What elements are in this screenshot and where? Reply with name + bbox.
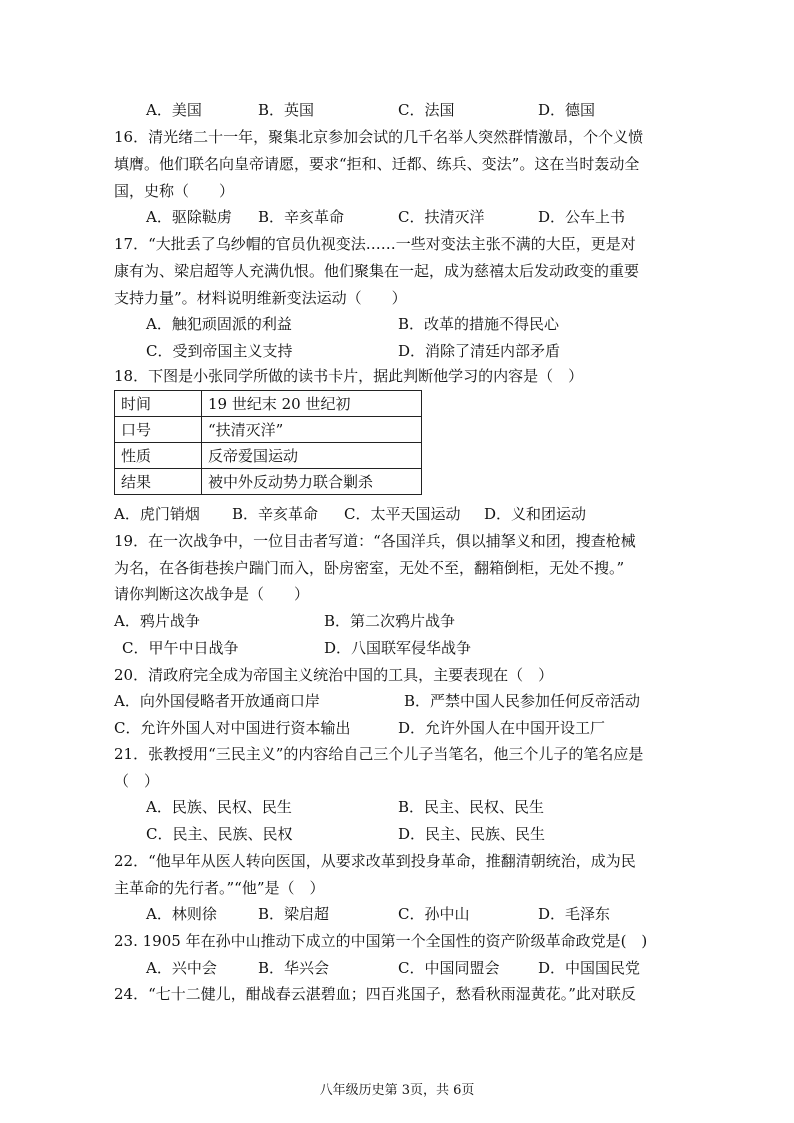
q20-option-a: A．向外国侵略者开放通商口岸 <box>114 692 320 710</box>
q23-stem: 23. 1905 年在孙中山推动下成立的中国第一个全国性的资产阶级革命政党是( ) <box>114 932 648 950</box>
q16-option-c: C．扶清灭洋 <box>398 208 485 226</box>
q15-option-c: C．法国 <box>398 101 455 119</box>
q18-option-a: A．虎门销烟 <box>114 505 200 523</box>
q21-option-d: D．民主、民族、民生 <box>398 825 546 843</box>
q17-stem-line-2: 康有为、梁启超等人充满仇恨。他们聚集在一起，成为慈禧太后发动政变的重要 <box>114 262 640 280</box>
table-row <box>115 443 422 469</box>
q19-stem-line-2: 为名，在各街巷挨户踹门而入，卧房密室，无处不至，翻箱倒柜，无处不搜。” <box>114 559 625 577</box>
q22-option-b: B．梁启超 <box>258 905 330 923</box>
q21-option-c: C．民主、民族、民权 <box>146 825 293 843</box>
q17-option-d: D．消除了清廷内部矛盾 <box>398 342 561 360</box>
q23-option-c: C．中国同盟会 <box>398 959 500 977</box>
card-key: 结果 <box>115 469 202 495</box>
q15-option-b: B．英国 <box>258 101 315 119</box>
q23-option-b: B．华兴会 <box>258 959 330 977</box>
q16-stem-line-3: 国，史称（ ） <box>114 182 235 200</box>
table-row <box>115 469 422 495</box>
q17-stem-line-3: 支持力量”。材料说明维新变法运动（ ） <box>114 289 407 307</box>
q19-option-b: B．第二次鸦片战争 <box>324 612 456 630</box>
q18-option-c: C．太平天国运动 <box>344 505 461 523</box>
card-value: 被中外反动势力联合剿杀 <box>202 469 422 495</box>
q16-option-a: A．驱除鞑虏 <box>146 208 232 226</box>
q16-option-d: D．公车上书 <box>538 208 626 226</box>
q22-stem-line-1: 22．“他早年从医人转向医国，从要求改革到投身革命，推翻清朝统治，成为民 <box>114 852 636 870</box>
q20-option-c: C．允许外国人对中国进行资本输出 <box>114 719 351 737</box>
q18-option-b: B．辛亥革命 <box>232 505 319 523</box>
card-value: 反帝爱国运动 <box>202 443 422 469</box>
q22-option-a: A．林则徐 <box>146 905 217 923</box>
q20-option-d: D．允许外国人在中国开设工厂 <box>398 719 606 737</box>
q19-stem-line-1: 19．在一次战争中，一位目击者写道：“各国洋兵，俱以捕拏义和团，搜查枪械 <box>114 532 636 550</box>
q21-option-b: B．民主、民权、民生 <box>398 798 545 816</box>
card-value: “扶清灭洋” <box>202 417 422 443</box>
q18-stem: 18．下图是小张同学所做的读书卡片，据此判断他学习的内容是（ ） <box>114 367 584 385</box>
q17-option-c: C．受到帝国主义支持 <box>146 342 293 360</box>
q17-stem-line-1: 17．“大批丢了乌纱帽的官员仇视变法……一些对变法主张不满的大臣，更是对 <box>114 235 636 253</box>
q21-stem-line-1: 21．张教授用“三民主义”的内容给自己三个儿子当笔名，他三个儿子的笔名应是 <box>114 745 644 763</box>
table-row <box>115 391 422 417</box>
card-key: 口号 <box>115 417 202 443</box>
q16-stem-line-1: 16．清光绪二十一年，聚集北京参加会试的几千名举人突然群情激昂，个个义愤 <box>114 128 644 146</box>
q22-stem-line-2: 主革命的先行者。”“他”是（ ） <box>114 879 325 897</box>
q24-stem-line-1: 24．“七十二健儿，酣战春云湛碧血；四百兆国子，愁看秋雨湿黄花。”此对联反 <box>114 985 636 1003</box>
q22-option-c: C．孙中山 <box>398 905 470 923</box>
q15-option-d: D．德国 <box>538 101 596 119</box>
q15-option-a: A．美国 <box>146 101 202 119</box>
q19-stem-line-3: 请你判断这次战争是（ ） <box>114 585 310 603</box>
q17-option-a: A．触犯顽固派的利益 <box>146 315 292 333</box>
q19-option-c: C．甲午中日战争 <box>122 639 239 657</box>
q17-option-b: B．改革的措施不得民心 <box>398 315 560 333</box>
reading-card-table <box>114 390 422 495</box>
q23-option-d: D．中国国民党 <box>538 959 641 977</box>
q20-stem: 20．清政府完全成为帝国主义统治中国的工具，主要表现在（ ） <box>114 666 554 684</box>
q20-option-b: B．严禁中国人民参加任何反帝活动 <box>404 692 641 710</box>
q19-option-d: D．八国联军侵华战争 <box>324 639 472 657</box>
card-key: 性质 <box>115 443 202 469</box>
page-footer: 八年级历史第 3页，共 6页 <box>319 1083 475 1098</box>
q18-option-d: D．义和团运动 <box>484 505 587 523</box>
q16-stem-line-2: 填膺。他们联名向皇帝请愿，要求“拒和、迁都、练兵、变法”。这在当时轰动全 <box>114 155 640 173</box>
q22-option-d: D．毛泽东 <box>538 905 611 923</box>
table-row <box>115 417 422 443</box>
q21-option-a: A．民族、民权、民生 <box>146 798 292 816</box>
card-key: 时间 <box>115 391 202 417</box>
card-value: 19 世纪末 20 世纪初 <box>202 391 422 417</box>
q23-option-a: A．兴中会 <box>146 959 217 977</box>
q16-option-b: B．辛亥革命 <box>258 208 345 226</box>
q19-option-a: A．鸦片战争 <box>114 612 200 630</box>
q21-stem-line-2: （ ） <box>114 772 160 790</box>
